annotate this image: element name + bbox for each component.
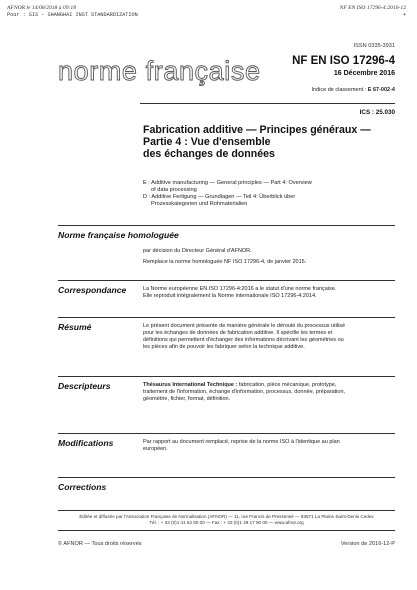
section-body-correspondance: [143, 286, 395, 300]
translation-en-2: of data processing: [151, 187, 197, 193]
footer-rule: [58, 510, 395, 511]
modifications-line-1: Par rapport au document remplacé, reprise de la norme ISO à l'identique au plan: [143, 439, 340, 445]
resume-line-3: définitions qui permettent d'échanger des informations décrivant les géométries ou: [143, 337, 344, 343]
resume-line-1: Le présent document présente de manière générale le déroulé du processus utilisé: [143, 323, 346, 329]
document-number: NF EN ISO 17296-4: [292, 55, 395, 67]
section-heading-homologuee: Norme française homologuée: [58, 230, 179, 240]
title-line-1: Fabrication additive — Principes généraux —: [143, 124, 371, 136]
title-line-2: Partie 4 : Vue d'ensemble: [143, 136, 271, 148]
section-body-homologuee: [143, 248, 395, 266]
stamp-plus: +: [402, 12, 406, 18]
homologuee-line-1: par décision du Directeur Général d'AFNOR.: [143, 248, 252, 254]
correspondance-line-2: Elle reproduit intégralement la Norme internationale ISO 17296-4:2014.: [143, 293, 317, 299]
descripteurs-line-3: géométrie, fichier, format, définition.: [143, 396, 231, 402]
section-rule: [58, 433, 395, 434]
publisher-info: [58, 514, 395, 526]
indice-classement: [312, 87, 395, 93]
section-heading-resume: Résumé: [58, 322, 92, 332]
resume-line-2: pour les échanges de données de fabrication additive. Il spécifie les termes et: [143, 330, 333, 336]
section-heading-modifications: Modifications: [58, 438, 114, 448]
header-rule: [140, 103, 395, 104]
section-body-descripteurs: [143, 382, 395, 403]
indice-value: E 67-002-4: [367, 87, 395, 93]
homologuee-line-2: Remplace la norme homologuée NF ISO 17296-4, de janvier 2015.: [143, 259, 307, 265]
section-rule: [58, 477, 395, 478]
modifications-line-2: européen.: [143, 446, 168, 452]
document-title: [143, 124, 371, 160]
ics-code: ICS : 25.030: [359, 109, 395, 116]
footer-rule: [58, 530, 395, 531]
version: Version de 2016-12-P: [340, 541, 395, 547]
indice-label: Indice de classement :: [311, 87, 367, 93]
descripteurs-line-2: traitement de l'information, échange d'information, processus, donnée, préparation,: [143, 389, 346, 395]
section-heading-descripteurs: Descripteurs: [58, 381, 111, 391]
resume-line-4: les pièces afin de pouvoir les fabriquer selon la technique additive.: [143, 344, 305, 350]
translation-de-2: Prozesskategorien und Rohmaterialien: [151, 201, 248, 207]
publisher-contact: Tél. : + 33 (0)1 41 62 80 00 — Fax : + 33 (0)1 49 17 90 00 — www.afnor.org: [149, 520, 304, 525]
stamp-user: Pour : SIS - SHANGHAI INST STANDARDIZATION: [7, 12, 138, 18]
copyright: © AFNOR — Tous droits réservés: [58, 541, 142, 547]
descripteurs-line-1: [143, 382, 395, 389]
section-rule: [58, 376, 395, 377]
title-line-3: des échanges de données: [143, 148, 275, 160]
correspondance-line-1: La Norme européenne EN ISO 17296-4:2016 a le statut d'une norme française.: [143, 286, 337, 292]
descripteurs-terms-1: fabrication, pièce mécanique, prototype,: [238, 382, 337, 388]
stamp-right: NF EN ISO 17296-4:2016-12: [339, 5, 406, 11]
section-body-resume: [143, 323, 395, 351]
section-rule: [58, 280, 395, 281]
norme-francaise-logo: norme française: [58, 56, 261, 86]
section-rule: [58, 317, 395, 318]
section-heading-correspondance: Correspondance: [58, 285, 127, 295]
issn: ISSN 0335-3931: [353, 43, 395, 49]
section-body-modifications: [143, 439, 395, 453]
section-rule: [58, 225, 395, 226]
stamp-left: AFNOR le 14/08/2018 à 09:18: [7, 5, 76, 11]
descripteurs-label: Thésaurus International Technique :: [143, 382, 238, 388]
title-translations: [143, 180, 312, 208]
translation-de-1: D : Additive Fertigung — Grundlagen — Teil 4: Überblick über: [143, 194, 296, 200]
translation-en-1: E : Additive manufacturing — General principles — Part 4: Overview: [143, 180, 312, 186]
publication-date: 16 Décembre 2016: [333, 70, 395, 77]
publisher-address: Éditée et diffusée par l'Association Française de Normalisation (AFNOR) — 11, rue Francis de Pressensé — 93571 La Plaine Saint-Denis Cedex: [79, 514, 374, 519]
section-heading-corrections: Corrections: [58, 482, 107, 492]
